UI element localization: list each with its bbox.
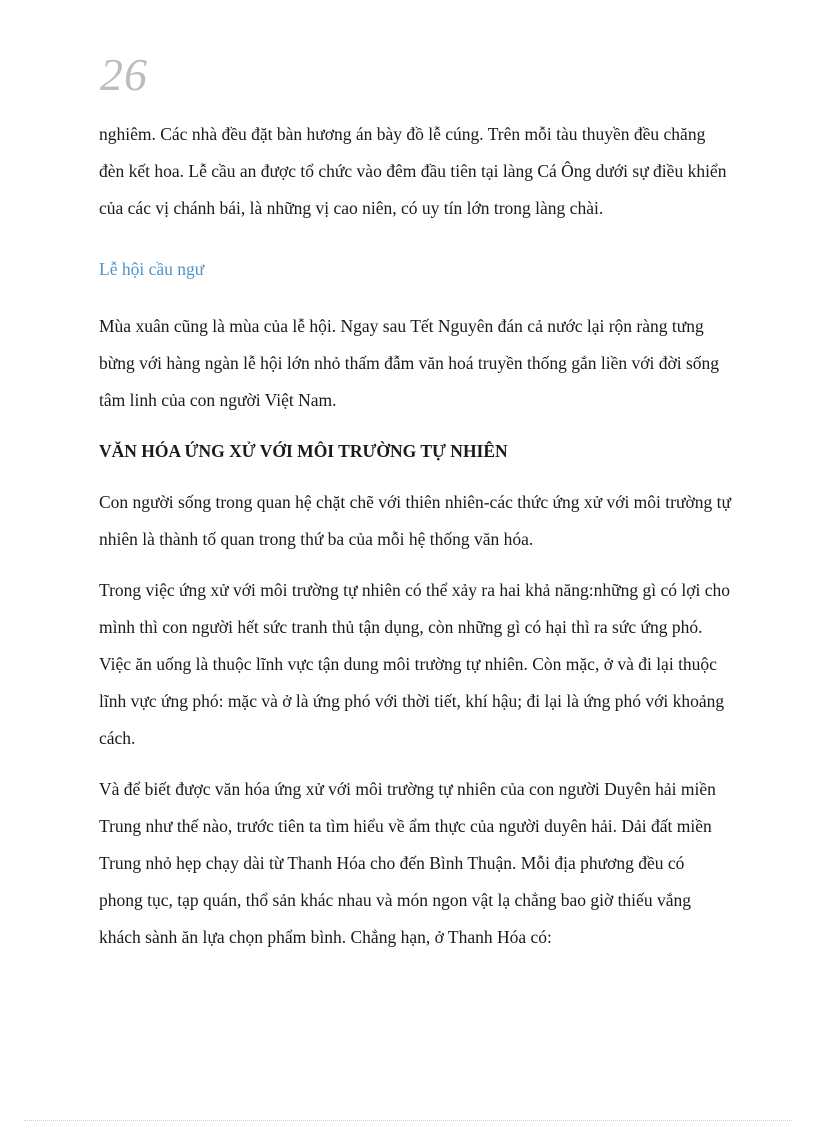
body-paragraph-1: Con người sống trong quan hệ chặt chẽ với thiên nhiên-các thức ứng xử với môi trường tự nhiên là thành tố quan trong thứ ba của mỗi hệ thống văn hóa. <box>99 492 731 549</box>
body-paragraph-3: Và để biết được văn hóa ứng xử với môi trường tự nhiên của con người Duyên hải miền Trung như thế nào, trước tiên ta tìm hiểu về ẩm thực của người duyên hải. Dải đất miền Trung nhỏ hẹp chạy dài từ Thanh Hóa cho đến Bình Thuận. Mỗi địa phương đều có phong tục, tạp quán, thổ sản khác nhau và món ngon vật lạ chẳng bao giờ thiếu vắng khách sành ăn lựa chọn phẩm bình. Chẳng hạn, ở Thanh Hóa có: <box>99 779 716 947</box>
spring-paragraph: Mùa xuân cũng là mùa của lễ hội. Ngay sau Tết Nguyên đán cả nước lại rộn ràng tưng bừng với hàng ngàn lễ hội lớn nhỏ thấm đẫm văn hoá truyền thống gắn liền với đời sống tâm linh của con người Việt Nam. <box>99 316 720 410</box>
document-body <box>99 116 731 956</box>
intro-paragraph: nghiêm. Các nhà đều đặt bàn hương án bày đồ lễ cúng. Trên mỗi tàu thuyền đều chăng đèn kết hoa. Lễ cầu an được tổ chức vào đêm đầu tiên tại làng Cá Ông dưới sự điều khiển của các vị chánh bái, là những vị cao niên, có uy tín lớn trong làng chài. <box>99 124 727 218</box>
body-paragraph-2: Trong việc ứng xử với môi trường tự nhiên có thể xảy ra hai khả năng:những gì có lợi cho mình thì con người hết sức tranh thủ tận dụng, còn những gì có hại thì ra sức ứng phó. Việc ăn uống là thuộc lĩnh vực tận dung môi trường tự nhiên. Còn mặc, ở và đi lại thuộc lĩnh vực ứng phó: mặc và ở là ứng phó với thời tiết, khí hậu; đi lại là ứng phó với khoảng cách. <box>99 580 731 748</box>
page-bottom-divider <box>24 1120 792 1121</box>
page-number: 26 <box>100 49 148 100</box>
section-subheading: Lễ hội cầu ngư <box>99 259 205 279</box>
section-heading: VĂN HÓA ỨNG XỬ VỚI MÔI TRƯỜNG TỰ NHIÊN <box>99 441 508 461</box>
